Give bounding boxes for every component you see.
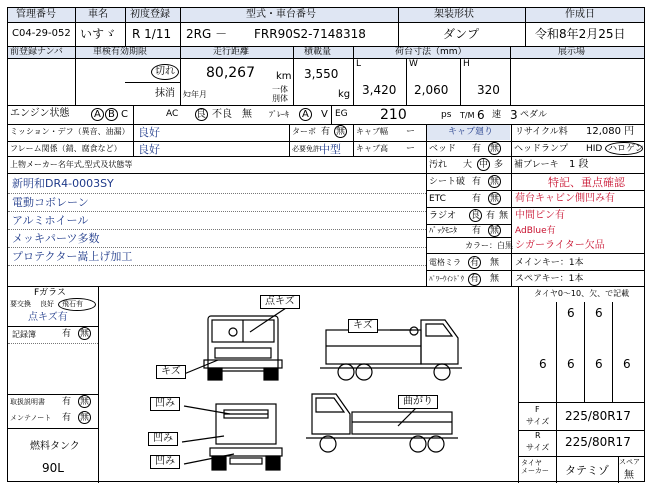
dirt-large: 大 [463,160,473,170]
radio-yes: 有 [486,211,496,221]
special-header: 特記、重点確認 [548,176,625,189]
label-mileage: 走行距離 [213,47,250,57]
back-monitor-yes: 有 [472,226,482,236]
aux-brake-value: 1 段 [569,159,589,170]
note-scratch-side: キズ [348,319,378,333]
tire-rear-1: 6 [539,357,547,371]
equip-item-1: 新明和DR4-0003SY [12,177,114,190]
ac-good: 良 [196,109,206,120]
records-yes: 有 [62,329,72,339]
brake-label: ﾌﾞﾚｰｷ [269,110,289,119]
tire-rear-3: 6 [595,357,603,371]
tire-r-label: R [535,431,541,440]
label-model: 型式・車台番号 [246,9,316,20]
dim-H-label: H [463,59,470,69]
model-code: 2RG － [186,27,228,41]
dim-L: 3,420 [362,83,397,97]
dirt-many: 多 [494,160,504,170]
maint-label: メンテノート [10,414,52,422]
speed-value: 3 [510,108,518,122]
dirt-label: 汚れ [429,160,448,170]
recycle-value: 12,080 円 [586,126,635,137]
label-management-no: 管理番号 [16,9,56,20]
tire-f-size: 225/80R17 [565,409,631,423]
maker: いすゞ [80,27,117,41]
side-view-top [320,320,462,380]
spare-key: スペアキー：1本 [515,274,584,284]
main-key: メインキー：1本 [515,258,584,268]
power-window-label: ﾊﾟﾜｰｳｲﾝﾄﾞｳ [429,275,464,283]
erased: 抹消 [155,88,175,99]
mission-value: 良好 [138,126,160,139]
frame-label: フレーム関係（錆、腐食など） [10,144,122,153]
note-2: 中間ピン有 [515,210,565,221]
maint-no: 無 [80,413,90,423]
capacity-unit: kg [338,89,351,100]
capacity-value: 3,550 [304,67,339,81]
glass-stone: 飛石有 [62,300,83,308]
label-prev-plate: 前登録ナンバ [10,47,63,57]
label-created: 作成日 [565,9,595,20]
license-value: 中型 [319,143,341,156]
tire-rear-2: 6 [567,357,575,371]
speed-label: 速 [492,110,502,120]
radio-no: 無 [499,211,509,221]
mirror-label: 電格ミラ [429,258,461,267]
ac-bad: 不良 [212,109,232,120]
glass-note: 点キズ有 [28,312,68,323]
note-dent-3: 凹み [150,455,180,469]
front-view [204,316,282,380]
label-body: 架装形状 [434,9,474,20]
engine-grade-C: C [121,109,128,120]
cab-width-label: キャブ幅 [356,127,388,136]
bed-label: ベッド [429,144,457,154]
manual-yes: 有 [62,397,72,407]
seat-label: シート破 [429,177,466,187]
seat-no: 無 [490,177,500,187]
note-3: AdBlue有 [515,226,556,236]
label-cargo-dims: 荷台寸法（mm） [395,47,467,57]
note-dent-2: 凹み [148,432,178,446]
tire-r-size-label: サイズ [526,443,550,452]
engine-label: エンジン状態 [10,108,70,119]
maint-yes: 有 [62,413,72,423]
license-label: 必要免許 [292,145,320,153]
equip-item-2: 電動コボレーン [12,196,89,209]
tire-header: タイヤ0～10、欠、で記載 [534,289,630,298]
tire-maker-label: タイヤ メーカー [521,459,549,476]
back-monitor-label: ﾊﾞｯｸﾓﾆﾀ [429,226,457,235]
fuel-value: 90L [42,461,64,475]
ac-label: AC [166,109,179,119]
chassis-no: FRR90S2-7148318 [254,27,366,41]
management-no: C04-29-052 [12,28,71,39]
first-reg: R 1/11 [132,27,172,41]
created-date: 令和8年2月25日 [535,27,626,41]
dim-W-label: W [409,59,418,69]
radio-label: ラジオ [429,211,457,221]
headlamp-halogen: ハロゲン [608,144,644,154]
records-label: 記録簿 [12,330,36,339]
bed-yes: 有 [472,144,482,154]
turbo-no: 無 [336,127,346,137]
glass-label: Fガラス [34,288,66,298]
power-window-yes: 有 [470,274,480,284]
frame-value: 良好 [138,143,160,156]
turbo-label: ターボ [292,127,316,136]
equip-item-3: アルミホイール [12,214,89,227]
tire-rear-4: 6 [623,357,631,371]
records-no: 無 [80,329,90,339]
glass-replace: 要交換 [10,300,31,308]
radio-good: 良 [471,211,481,221]
etc-label: ETC [429,194,446,204]
tire-maker-value: タテミゾ [565,464,609,477]
cab-around-label: キャブ廻り [448,127,494,137]
cab-height-value: ー [406,144,416,154]
manual-label: 取扱説明書 [10,398,45,406]
mirror-yes: 有 [470,258,480,268]
note-dent-1: 凹み [150,397,180,411]
brake-A: A [302,109,309,120]
label-display: 展示場 [558,47,586,57]
recycle-label: リサイクル料 [515,127,568,137]
bed-no: 無 [490,144,500,154]
inspection-sheet [7,7,645,482]
mirror-no: 無 [490,258,500,268]
dim-H: 320 [477,83,500,97]
back-monitor-no: 無 [490,226,500,236]
label-capacity: 積載量 [304,47,332,57]
etc-no: 無 [490,194,500,204]
tire-r-size: 225/80R17 [565,435,631,449]
pedal-label: ペダル [520,110,548,120]
dim-L-label: L [356,59,362,69]
headlamp-hid: HID [586,144,603,154]
spare-value: 無 [624,470,634,481]
ac-none: 無 [242,109,252,120]
brake-V: V [321,109,328,120]
tire-f-size-label: サイズ [526,417,550,426]
ps-unit: ps [441,110,452,120]
label-inspection: 車検有効期限 [93,47,148,57]
equip-item-5: プロテクター嵩上げ加工 [12,250,133,263]
tire-f-label: F [535,405,540,414]
mileage-value: 80,267 [206,65,255,81]
engine-grade-A: A [94,109,101,120]
glass-good: 良好 [40,300,54,308]
tm-value: 6 [477,108,485,122]
cab-width-value: ー [406,127,416,137]
eg-label: EG [335,109,348,119]
body-type: ダンプ [443,27,480,41]
dirt-medium: 中 [479,160,489,170]
fuel-label: 燃料タンク [30,441,80,452]
turbo-yes: 有 [321,127,331,137]
equip-item-4: メッキパーツ多数 [12,232,100,245]
headlamp-label: ヘッドランプ [514,144,569,154]
inspection-expired: 切れ [155,66,175,77]
label-first-reg: 初度登録 [130,9,170,20]
note-bend: 曲がり [398,395,438,409]
note-scratch-front: キズ [156,365,186,379]
cab-height-label: キャブ高 [356,144,388,153]
mission-label: ミッション・デフ（異音、油漏） [10,127,130,136]
dim-W: 2,060 [414,83,449,97]
note-1: 荷台キャビン側凹み有 [515,193,615,204]
spare-label: スペア [619,458,640,466]
note-4: シガーライター欠品 [515,240,605,251]
manual-no: 無 [80,397,90,407]
mileage-unit: km [276,71,292,82]
ps-value: 210 [380,107,407,123]
power-window-no: 無 [490,274,500,284]
etc-yes: 有 [472,194,482,204]
mileage-note: 一体 別体 [272,85,288,103]
engine-grade-B: B [108,109,115,120]
seat-yes: 有 [472,177,482,187]
truck-diagram [100,288,515,482]
label-maker: 車名 [88,9,108,20]
color-label: カラー：白黒 [465,241,513,250]
tm-label: T/M [460,111,475,120]
note-scratch-top: 点キズ [260,295,300,309]
tire-front-right: 6 [595,306,603,320]
tire-front-left: 6 [567,306,575,320]
aux-brake-label: 補ブレーキ [514,160,559,170]
equip-header: 上物メーカー名年式,型式及状態等 [10,160,133,169]
meter-replaced: ﾀｺ年月 [183,90,207,99]
